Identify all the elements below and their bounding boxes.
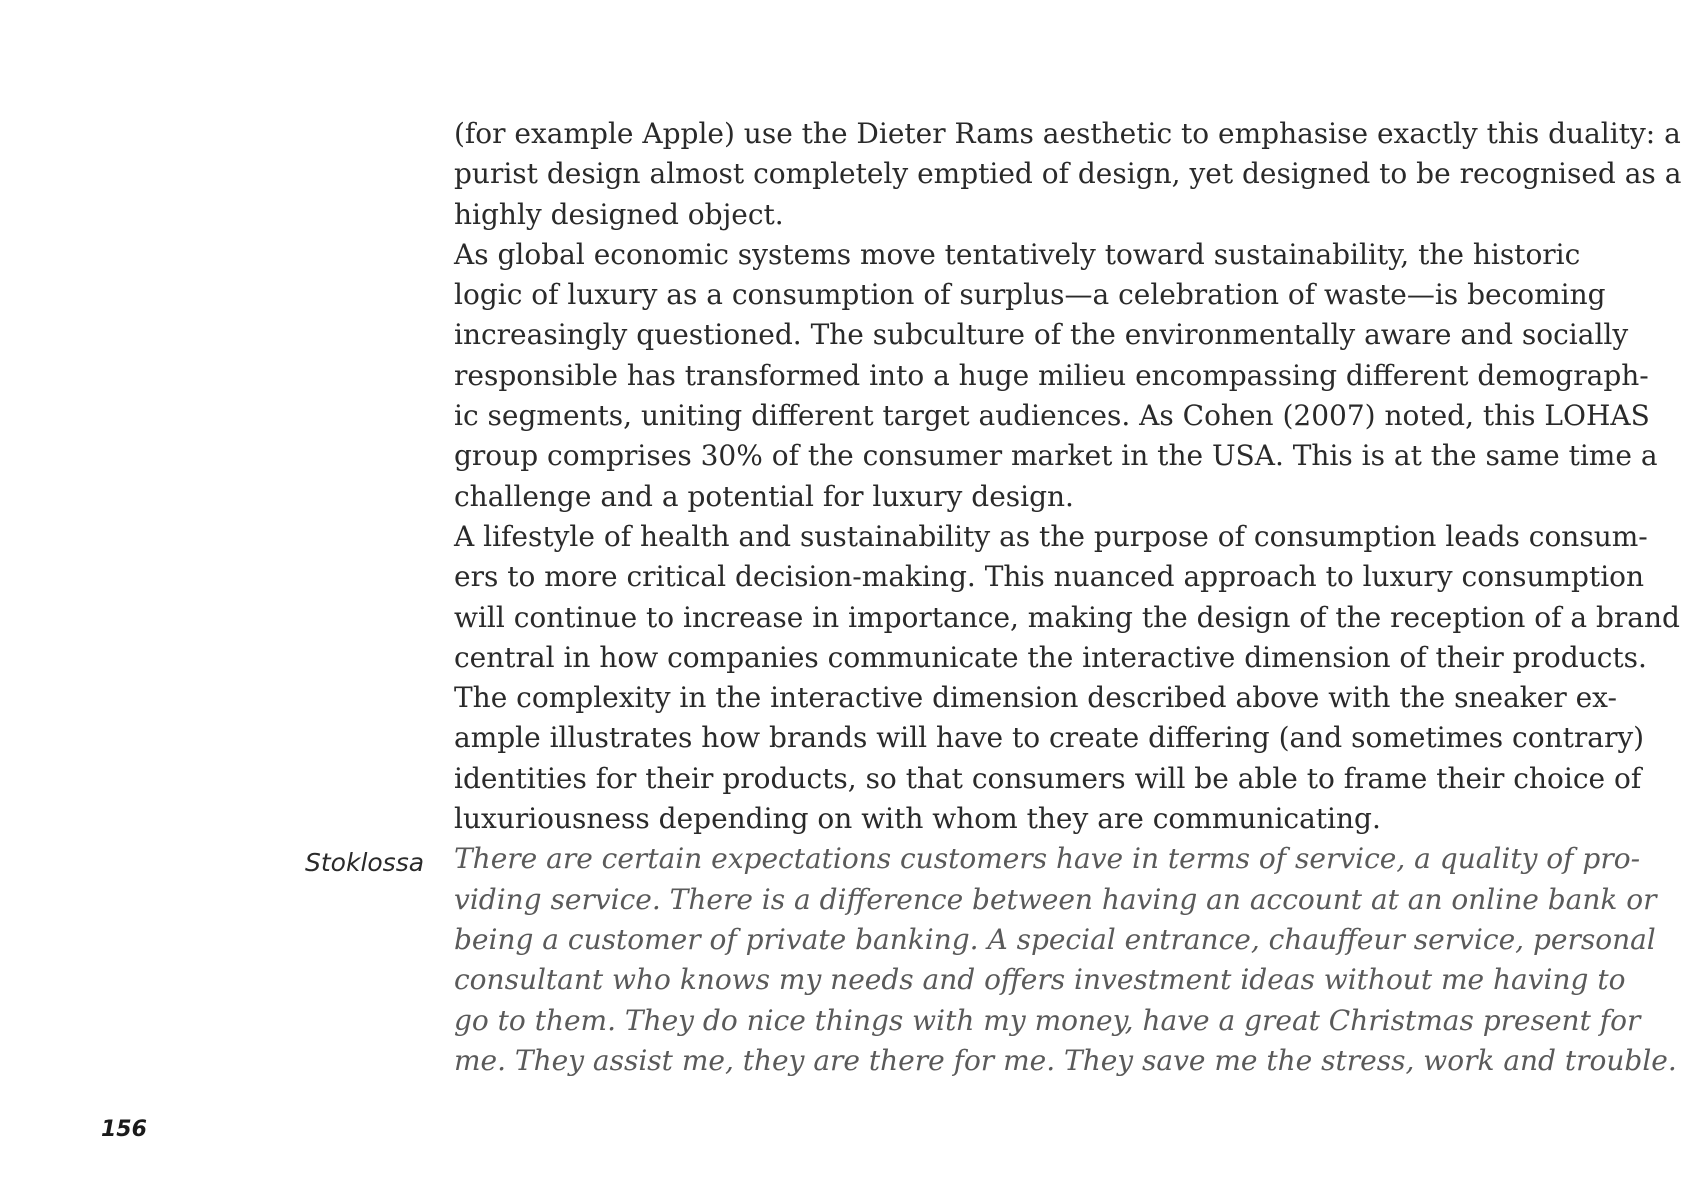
text-line: will continue to increase in importance, making the design of the reception of a brand <box>454 600 1680 634</box>
text-column <box>454 114 1682 1081</box>
quote-line: consultant who knows my needs and offers investment ideas without me having to <box>454 963 1626 997</box>
speaker-label: Stoklossa <box>305 848 425 877</box>
quote-line: go to them. They do nice things with my money, have a great Christmas present for <box>454 1003 1641 1037</box>
text-line: ample illustrates how brands will have to create differing (and sometimes contrary) <box>454 721 1645 755</box>
paragraph-3 <box>454 517 1680 839</box>
text-line: identities for their products, so that consumers will be able to frame their choice of <box>454 761 1642 795</box>
text-line: challenge and a potential for luxury design. <box>454 479 1074 513</box>
quote-line: There are certain expectations customers have in terms of service, a quality of pro- <box>454 842 1641 876</box>
text-line: logic of luxury as a consumption of surplus—a celebration of waste—is becoming <box>454 278 1606 312</box>
interview-quote <box>454 839 1677 1081</box>
text-line: highly designed object. <box>454 197 784 231</box>
quote-line: being a customer of private banking. A special entrance, chauffeur service, personal <box>454 922 1656 956</box>
text-line: ic segments, uniting different target audiences. As Cohen (2007) noted, this LOHAS <box>454 399 1650 433</box>
paragraph-1 <box>454 114 1682 235</box>
text-line: purist design almost completely emptied of design, yet designed to be recognised as a <box>454 157 1682 191</box>
paragraph-2 <box>454 235 1658 517</box>
text-line: responsible has transformed into a huge milieu encompassing different demograph- <box>454 358 1649 392</box>
text-line: As global economic systems move tentatively toward sustainability, the historic <box>454 237 1581 271</box>
quote-line: viding service. There is a difference between having an account at an online bank or <box>454 882 1657 916</box>
page-number: 156 <box>101 1117 147 1142</box>
text-line: increasingly questioned. The subculture of the environmentally aware and socially <box>454 318 1629 352</box>
text-line: (for example Apple) use the Dieter Rams aesthetic to emphasise exactly this duality: a <box>454 117 1681 150</box>
text-line: The complexity in the interactive dimension described above with the sneaker ex- <box>454 681 1617 715</box>
text-line: group comprises 30% of the consumer market in the USA. This is at the same time a <box>454 439 1658 473</box>
text-line: luxuriousness depending on with whom they are communicating. <box>454 802 1381 836</box>
quote-line: me. They assist me, they are there for me. They save me the stress, work and trouble. <box>454 1043 1677 1077</box>
text-line: central in how companies communicate the interactive dimension of their products. <box>454 640 1647 674</box>
text-line: A lifestyle of health and sustainability as the purpose of consumption leads consum- <box>454 519 1648 553</box>
text-line: ers to more critical decision-making. This nuanced approach to luxury consumption <box>454 560 1645 594</box>
